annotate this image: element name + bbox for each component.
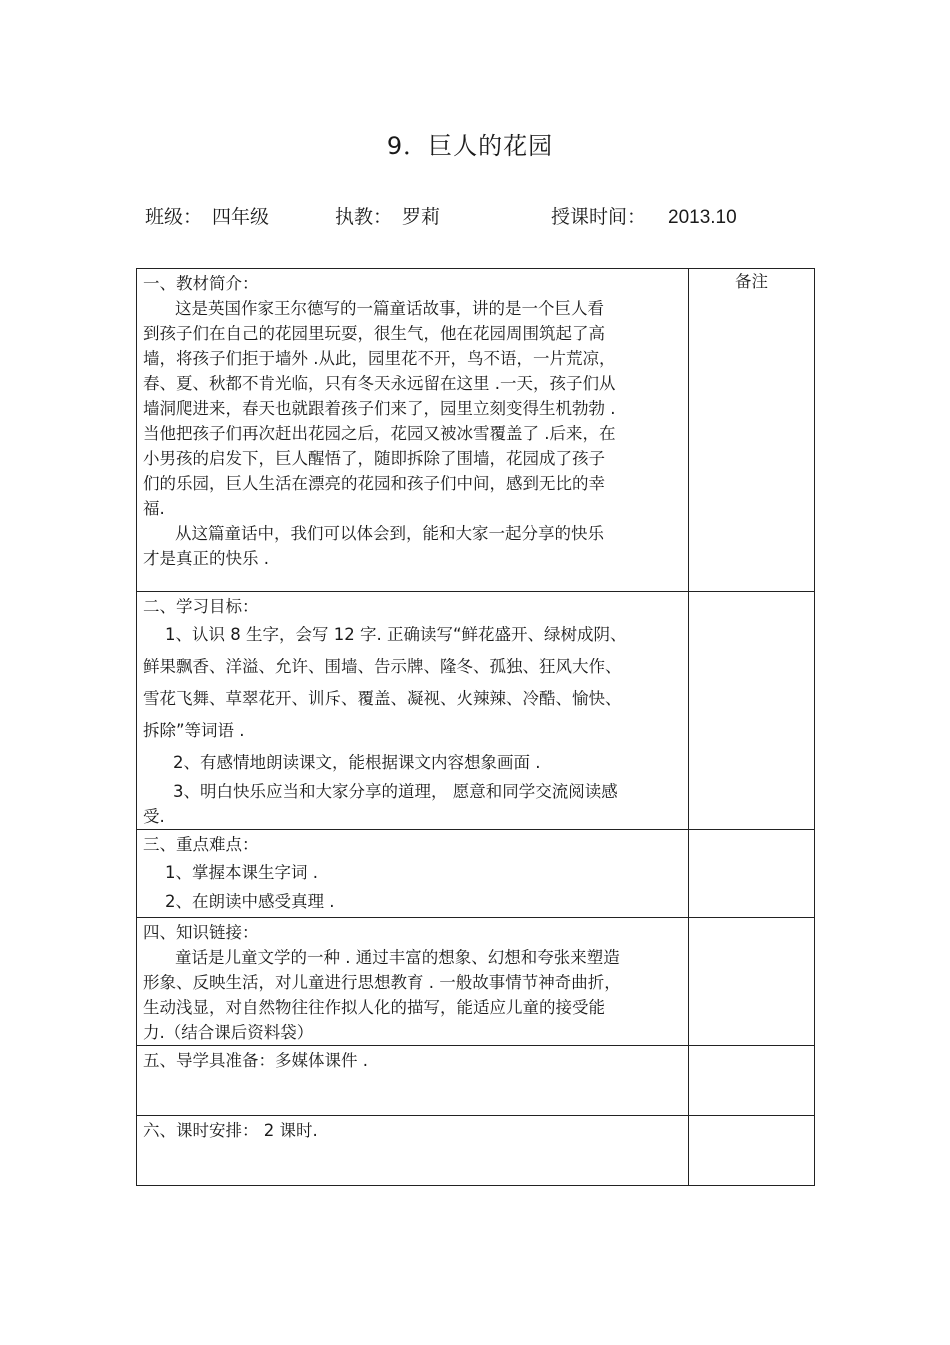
intro-line: 们的乐园，巨人生活在漂亮的花园和孩子们中间，感到无比的幸	[143, 474, 605, 493]
time-info	[551, 202, 737, 229]
lesson-plan-table	[136, 268, 815, 1186]
section-heading: 四、知识链接：	[143, 923, 259, 942]
notes-cell	[689, 592, 815, 830]
learning-goals-cell	[137, 592, 689, 830]
intro-line: 到孩子们在自己的花园里玩耍，很生气，他在花园周围筑起了高	[143, 324, 605, 343]
materials-cell	[137, 1046, 689, 1116]
document-title: 9．巨人的花园	[386, 132, 554, 160]
goal-line: 受.	[143, 807, 165, 826]
class-info	[145, 202, 269, 229]
knowledge-line: 童话是儿童文学的一种 . 通过丰富的想象、幻想和夸张来塑造	[175, 948, 620, 967]
class-value: 四年级	[212, 206, 270, 228]
row-key-points	[137, 830, 815, 918]
intro-line: 从这篇童话中，我们可以体会到，能和大家一起分享的快乐	[175, 524, 604, 543]
key-point-line: 1、掌握本课生字词 .	[165, 863, 318, 882]
class-label: 班级：	[145, 206, 203, 228]
intro-line: 墙，将孩子们拒于墙外 .从此，园里花不开，鸟不语，一片荒凉，	[143, 349, 616, 368]
intro-line: 当他把孩子们再次赶出花园之后，花园又被冰雪覆盖了 .后来，在	[143, 424, 616, 443]
teacher-value: 罗莉	[402, 206, 441, 228]
intro-line: 这是英国作家王尔德写的一篇童话故事，讲的是一个巨人看	[175, 299, 604, 318]
textbook-intro-cell	[137, 269, 689, 592]
time-value: 2013.10	[668, 207, 737, 228]
knowledge-line: 形象、反映生活，对儿童进行思想教育 . 一般故事情节神奇曲折，	[143, 973, 621, 992]
time-label: 授课时间：	[551, 206, 647, 228]
intro-line: 墙洞爬进来，春天也就跟着孩子们来了，园里立刻变得生机勃勃 .	[143, 399, 616, 418]
goal-line: 2、有感情地朗读课文，能根据课文内容想象画面 .	[173, 753, 541, 772]
knowledge-link-cell	[137, 918, 689, 1046]
teacher-label: 执教：	[335, 206, 393, 228]
notes-cell	[689, 1116, 815, 1186]
knowledge-line: 生动浅显，对自然物往往作拟人化的描写，能适应儿童的接受能	[143, 998, 605, 1017]
section-heading: 三、重点难点：	[143, 835, 259, 854]
goal-line: 雪花飞舞、草翠花开、训斥、覆盖、凝视、火辣辣、冷酷、愉快、	[143, 689, 622, 708]
goal-line: 鲜果飘香、洋溢、允许、围墙、告示牌、隆冬、孤独、狂风大作、	[143, 657, 622, 676]
key-points-cell	[137, 830, 689, 918]
notes-cell	[689, 830, 815, 918]
schedule-cell	[137, 1116, 689, 1186]
row-knowledge-link	[137, 918, 815, 1046]
section-heading: 一、教材简介：	[143, 274, 259, 293]
goal-line: 3、明白快乐应当和大家分享的道理， 愿意和同学交流阅读感	[173, 782, 618, 801]
row-textbook-intro	[137, 269, 815, 592]
intro-line: 春、夏、秋都不肯光临，只有冬天永远留在这里 .一天，孩子们从	[143, 374, 616, 393]
intro-line: 福.	[143, 499, 165, 518]
row-learning-goals	[137, 592, 815, 830]
section-heading: 二、学习目标：	[143, 597, 259, 616]
teacher-info	[335, 202, 440, 229]
row-materials	[137, 1046, 815, 1116]
row-schedule	[137, 1116, 815, 1186]
notes-cell	[689, 918, 815, 1046]
intro-line: 才是真正的快乐 .	[143, 549, 269, 568]
schedule-text: 六、课时安排： 2 课时.	[143, 1121, 318, 1140]
notes-cell	[689, 1046, 815, 1116]
intro-line: 小男孩的启发下，巨人醒悟了，随即拆除了围墙，花园成了孩子	[143, 449, 605, 468]
knowledge-line: 力.（结合课后资料袋）	[143, 1023, 314, 1042]
goal-line: 1、认识 8 生字，会写 12 字. 正确读写“鲜花盛开、绿树成阴、	[165, 625, 627, 644]
materials-text: 五、导学具准备：多媒体课件 .	[143, 1051, 368, 1070]
goal-line: 拆除”等词语 .	[143, 721, 245, 740]
notes-header: 备注	[689, 269, 815, 592]
key-point-line: 2、在朗读中感受真理 .	[165, 892, 335, 911]
